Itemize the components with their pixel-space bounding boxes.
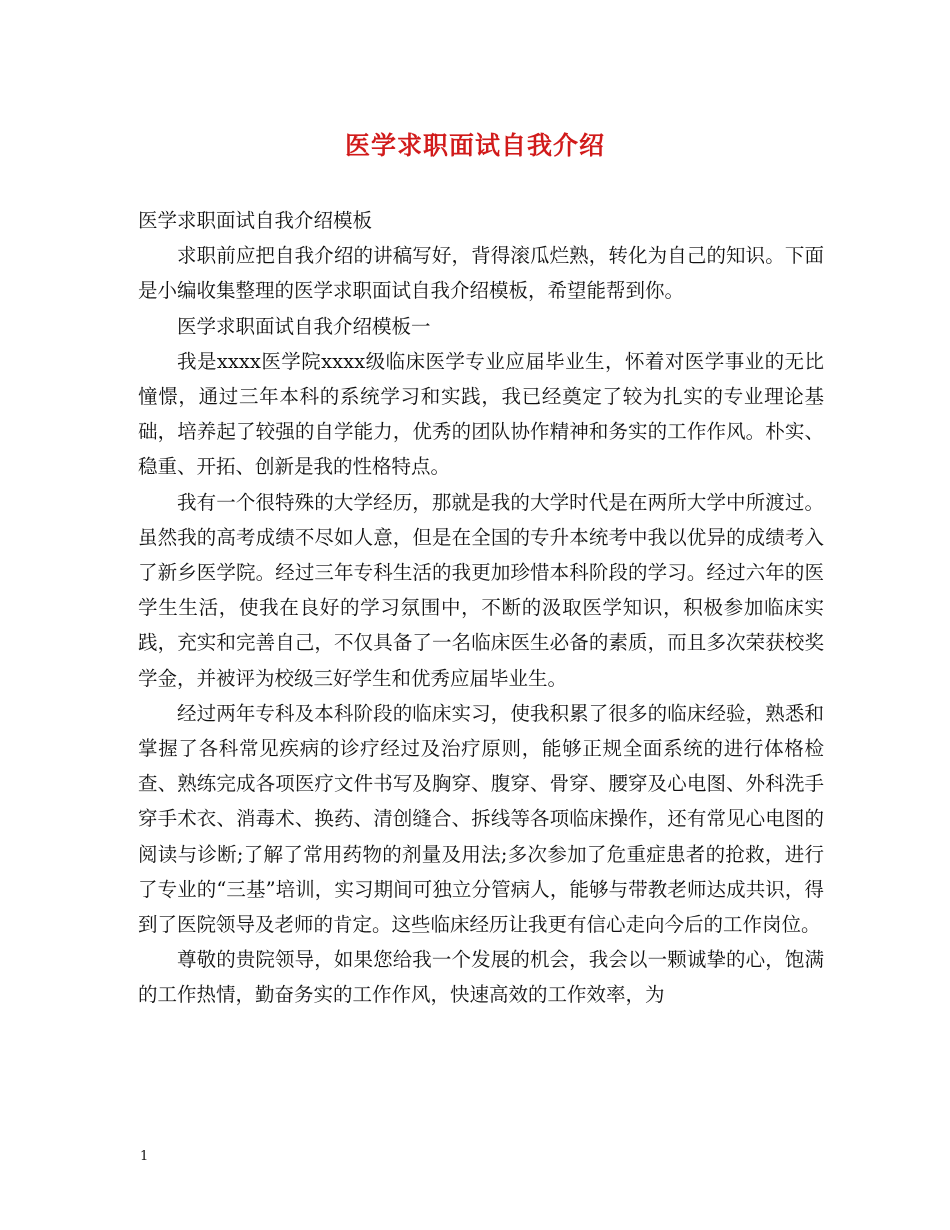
document-body — [138, 203, 824, 1013]
paragraph-background: 我是xxxx医学院xxxx级临床医学专业应届毕业生，怀着对医学事业的无比憧憬，通过三年本科的系统学习和实践，我已经奠定了较为扎实的专业理论基础，培养起了较强的自学能力，优秀的团队协作精神和务实的工作作风。朴实、稳重、开拓、创新是我的性格特点。 — [138, 349, 824, 479]
document-subtitle: 医学求职面试自我介绍模板 — [138, 209, 373, 232]
paragraph-clinical-experience: 经过两年专科及本科阶段的临床实习，使我积累了很多的临床经验，熟悉和掌握了各科常见疾病的诊疗经过及治疗原则，能够正规全面系统的进行体格检查、熟练完成各项医疗文件书写及胸穿、腹穿、骨穿、腰穿及心电图、外科洗手穿手术衣、消毒术、换药、清创缝合、拆线等各项临床操作，还有常见心电图的阅读与诊断;了解了常用药物的剂量及用法;多次参加了危重症患者的抢救，进行了专业的“三基”培训，实习期间可独立分管病人，能够与带教老师达成共识，得到了医院领导及老师的肯定。这些临床经历让我更有信心走向今后的工作岗位。 — [138, 701, 824, 937]
section-heading-template-one: 医学求职面试自我介绍模板一 — [177, 314, 431, 338]
paragraph-closing: 尊敬的贵院领导，如果您给我一个发展的机会，我会以一颗诚挚的心，饱满的工作热情，勤奋务实的工作作风，快速高效的工作效率，为 — [138, 948, 824, 1007]
paragraph-intro: 求职前应把自我介绍的讲稿写好，背得滚瓜烂熟，转化为自己的知识。下面是小编收集整理的医学求职面试自我介绍模板，希望能帮到你。 — [138, 244, 824, 303]
page-number: 1 — [140, 1149, 149, 1164]
paragraph-university-experience: 我有一个很特殊的大学经历，那就是我的大学时代是在两所大学中所渡过。虽然我的高考成绩不尽如人意，但是在全国的专升本统考中我以优异的成绩考入了新乡医学院。经过三年专科生活的我更加珍惜本科阶段的学习。经过六年的医学生生活，使我在良好的学习氛围中，不断的汲取医学知识，积极参加临床实践，充实和完善自己，不仅具备了一名临床医生必备的素质，而且多次荣获校奖学金，并被评为校级三好学生和优秀应届毕业生。 — [138, 490, 824, 690]
document-title: 医学求职面试自我介绍 — [344, 131, 605, 160]
